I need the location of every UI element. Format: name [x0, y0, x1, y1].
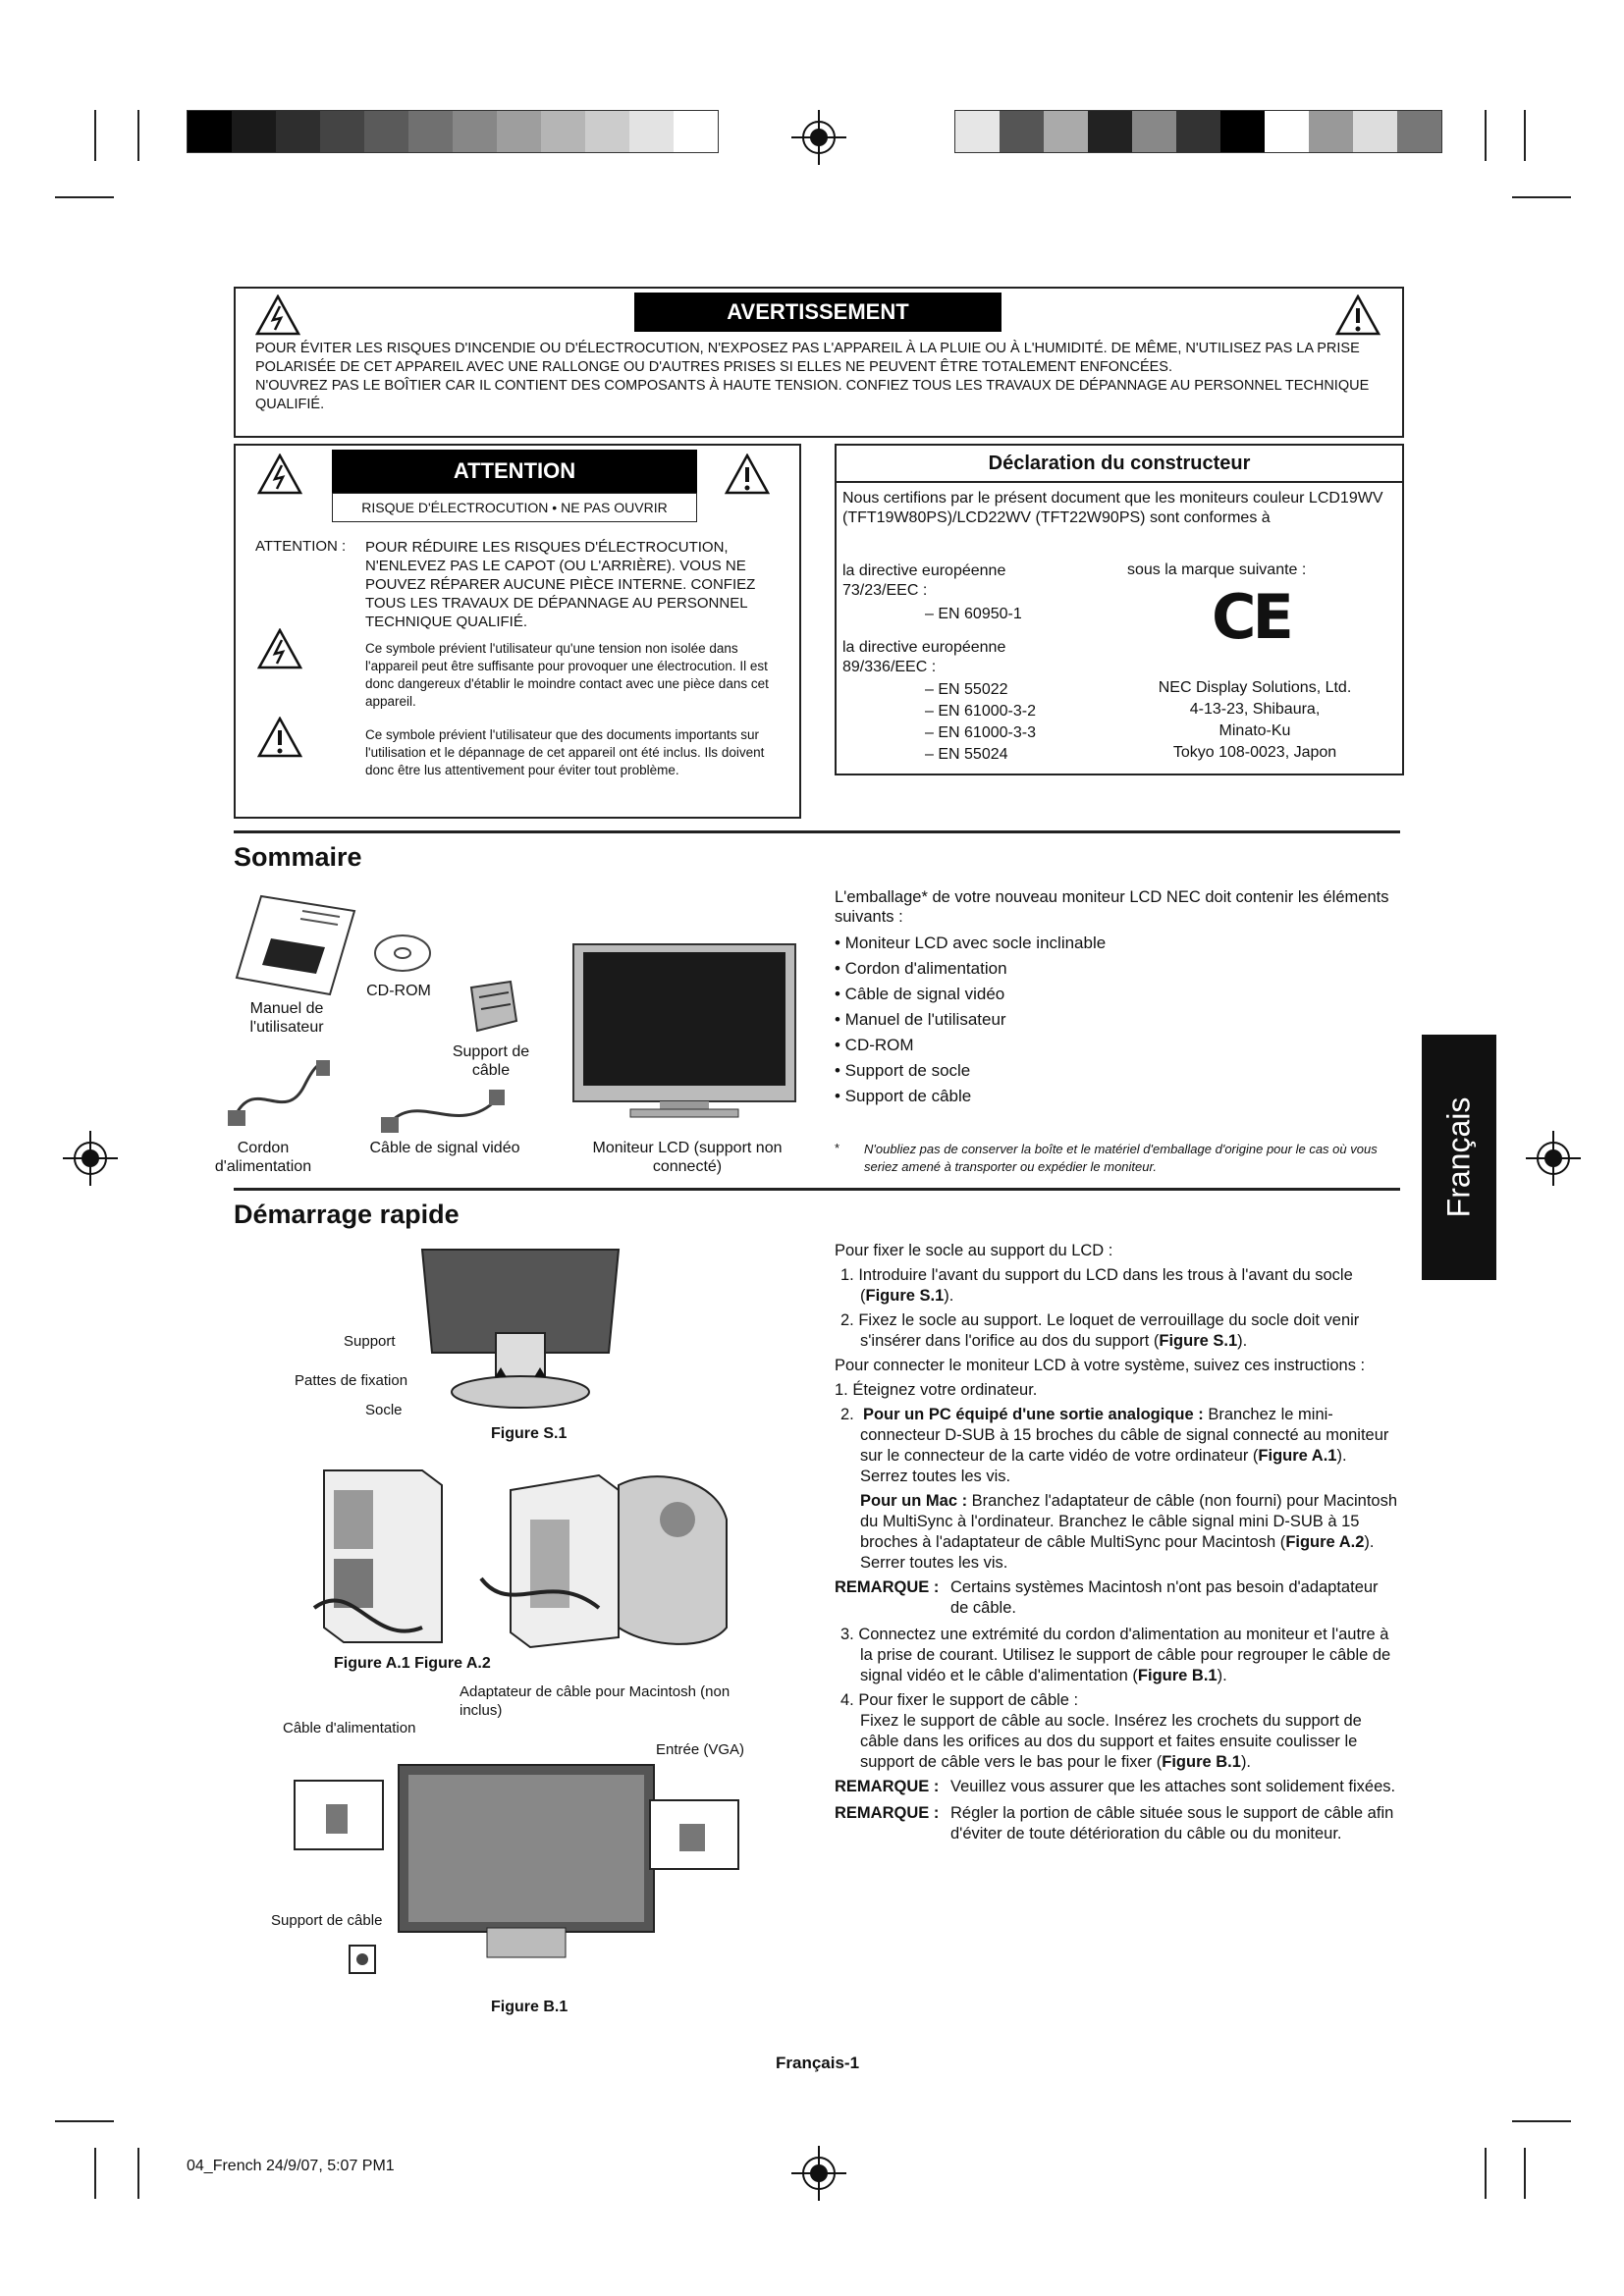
- crop-mark: [1524, 2148, 1526, 2199]
- list-item: • Cordon d'alimentation: [835, 959, 1007, 978]
- qs-remarque-3: REMARQUE : Régler la portion de câble située sous le support de câble afin d'éviter de toute détérioration du câble ou du moniteur.: [835, 1804, 1394, 1842]
- registration-mark-icon: [1526, 1131, 1581, 1186]
- color-swatch: [1265, 111, 1309, 152]
- sommaire-intro: L'emballage* de votre nouveau moniteur LCD NEC doit contenir les éléments suivants :: [835, 888, 1389, 926]
- attention-title: ATTENTION: [332, 450, 697, 493]
- sommaire-list: [835, 931, 1384, 1109]
- color-swatch: [1220, 111, 1265, 152]
- list-item: • Support de câble: [835, 1087, 972, 1105]
- directive-1: la directive européenne 73/23/EEC :: [842, 562, 1006, 599]
- mark-label: sous la marque suivante :: [1127, 561, 1307, 578]
- crop-mark: [55, 196, 114, 198]
- qs-remarque-1: REMARQUE : Certains systèmes Macintosh n'ont pas besoin d'adaptateur de câble.: [835, 1578, 1379, 1617]
- standard-item: – EN 61000-3-3: [925, 724, 1036, 741]
- list-item: • Manuel de l'utilisateur: [835, 1010, 1006, 1029]
- cable-alim-label: Câble d'alimentation: [283, 1720, 416, 1736]
- address-line: Minato-Ku: [1218, 722, 1291, 739]
- manuel-label: Manuel de l'utilisateur: [249, 1000, 324, 1036]
- adaptateur-label: Adaptateur de câble pour Macintosh (non inclus): [460, 1683, 731, 1719]
- color-swatch: [1044, 111, 1088, 152]
- color-swatch: [1397, 111, 1441, 152]
- sommaire-note-mark: *: [835, 1141, 840, 1155]
- s1-socle-label: Socle: [365, 1402, 403, 1418]
- cordon-label: Cordon d'alimentation: [214, 1140, 312, 1175]
- qs-c2: 2. Pour un PC équipé d'une sortie analogique : Branchez le mini-connecteur D-SUB à 15 broches du câble de signal connecté au moniteur sur le connecteur de la carte vidéo de votre ordinateur (Figure A.1). Serrez toutes les vis.: [840, 1406, 1389, 1485]
- sommaire-title: Sommaire: [234, 842, 362, 872]
- list-item: • CD-ROM: [835, 1036, 914, 1054]
- s1-pattes-label: Pattes de fixation: [295, 1372, 408, 1389]
- file-info: 04_French 24/9/07, 5:07 PM1: [187, 2158, 395, 2174]
- color-swatch: [955, 111, 1000, 152]
- declaration-title: Déclaration du constructeur: [837, 446, 1402, 483]
- color-swatch: [364, 111, 408, 152]
- cdrom-label: CD-ROM: [366, 983, 431, 999]
- exclamation-warning-icon: [1335, 294, 1380, 336]
- lcd-monitor-illustration: [571, 942, 797, 1119]
- figure-a-illustration: [304, 1461, 736, 1657]
- lightning-warning-icon: [257, 628, 302, 669]
- figure-s1-caption: Figure S.1: [491, 1425, 568, 1442]
- symbol2-text: Ce symbole prévient l'utilisateur que des documents importants sur l'utilisation et le dépannage de cet appareil ont été inclus. Ils doivent donc être lus attentivement pour éviter tout problème.: [365, 727, 765, 777]
- cable-label: Câble de signal vidéo: [369, 1140, 520, 1156]
- section-divider: [234, 1188, 1400, 1191]
- standard-item: – EN 60950-1: [925, 606, 1022, 622]
- crop-mark: [1512, 2120, 1571, 2122]
- declaration-intro: Nous certifions par le présent document que les moniteurs couleur LCD19WV (TFT19W80PS)/LCD22WV (TFT22W90PS) sont conformes à: [842, 490, 1383, 526]
- crop-mark: [1512, 196, 1571, 198]
- figure-b-caption: Figure B.1: [491, 1999, 568, 2015]
- color-swatch: [276, 111, 320, 152]
- color-swatch: [541, 111, 585, 152]
- color-swatch: [408, 111, 453, 152]
- support-cable-label: Support de câble: [271, 1912, 383, 1929]
- qs-mac: Pour un Mac : Branchez l'adaptateur de câble (non fourni) pour Macintosh du MultiSync à l'ordinateur. Branchez le câble signal mini D-SUB à 15 broches à l'adaptateur de câble MultiSync pour Macintosh (Figure A.2). Serrer toutes les vis.: [860, 1492, 1398, 1572]
- lightning-warning-icon: [257, 454, 302, 495]
- avertissement-title: AVERTISSEMENT: [634, 293, 1001, 332]
- page-number: Français-1: [776, 2054, 860, 2072]
- ce-mark: CE: [1212, 581, 1290, 653]
- manufacturer-address: [1127, 677, 1382, 764]
- list-item: • Support de socle: [835, 1061, 971, 1080]
- attention-subtitle: RISQUE D'ÉLECTROCUTION • NE PAS OUVRIR: [332, 493, 697, 522]
- section-divider: [234, 830, 1400, 833]
- registration-mark-icon: [63, 1131, 118, 1186]
- color-swatch: [1088, 111, 1132, 152]
- crop-mark: [94, 110, 96, 161]
- address-line: Tokyo 108-0023, Japon: [1172, 744, 1337, 761]
- qs-p2: Pour connecter le moniteur LCD à votre système, suivez ces instructions :: [835, 1357, 1366, 1374]
- crop-mark: [94, 2148, 96, 2199]
- registration-mark-icon: [791, 110, 846, 165]
- directive-2: la directive européenne 89/336/EEC :: [842, 639, 1006, 675]
- color-calibration-bar-left: [187, 110, 719, 153]
- color-swatch: [1132, 111, 1176, 152]
- color-swatch: [1353, 111, 1397, 152]
- color-swatch: [497, 111, 541, 152]
- directive-1-standards: [925, 605, 1022, 624]
- color-swatch: [188, 111, 232, 152]
- color-swatch: [1309, 111, 1353, 152]
- list-item: • Câble de signal vidéo: [835, 985, 1005, 1003]
- color-swatch: [1000, 111, 1044, 152]
- qs-c4: 4. Pour fixer le support de câble :: [840, 1691, 1079, 1709]
- quickstart-instructions: [835, 1241, 1398, 1844]
- sommaire-note: N'oubliez pas de conserver la boîte et le matériel d'emballage d'origine pour le cas où vous seriez amené à transporter ou expédier le moniteur.: [864, 1142, 1378, 1174]
- list-item: • Moniteur LCD avec socle inclinable: [835, 934, 1107, 952]
- registration-mark-icon: [791, 2146, 846, 2201]
- crop-mark: [55, 2120, 114, 2122]
- qs-c1: 1. Éteignez votre ordinateur.: [835, 1381, 1038, 1399]
- qs-step2: 2. Fixez le socle au support. Le loquet de verrouillage du socle doit venir s'insérer dans l'orifice au dos du support (Figure S.1).: [840, 1311, 1360, 1350]
- declaration-box: [835, 444, 1404, 775]
- manual-illustration: [232, 891, 359, 999]
- demarrage-title: Démarrage rapide: [234, 1200, 460, 1229]
- qs-remarque-2: REMARQUE : Veuillez vous assurer que les attaches sont solidement fixées.: [835, 1778, 1396, 1795]
- power-cord-illustration: [226, 1056, 334, 1135]
- color-swatch: [629, 111, 674, 152]
- attention-text: POUR RÉDUIRE LES RISQUES D'ÉLECTROCUTION, N'ENLEVEZ PAS LE CAPOT (OU L'ARRIÈRE). VOUS NE POUVEZ RÉPARER AUCUNE PIÈCE INTERNE. CONFIEZ TOUS LES TRAVAUX DE DÉPANNAGE AU PERSONNEL TECHNIQUE QUALIFIÉ.: [365, 539, 756, 630]
- qs-p1: Pour fixer le socle au support du LCD :: [835, 1242, 1113, 1259]
- moniteur-label: Moniteur LCD (support non connecté): [592, 1140, 783, 1175]
- standard-item: – EN 55024: [925, 746, 1008, 763]
- exclamation-warning-icon: [725, 454, 770, 495]
- color-swatch: [320, 111, 364, 152]
- support-label: Support de câble: [452, 1043, 530, 1079]
- exclamation-warning-icon: [257, 717, 302, 758]
- cable-holder-illustration: [461, 978, 520, 1037]
- cdrom-illustration: [373, 933, 432, 974]
- s1-support-label: Support: [344, 1333, 396, 1350]
- color-swatch: [674, 111, 718, 152]
- figure-s1-illustration: [412, 1245, 628, 1421]
- symbol1-text: Ce symbole prévient l'utilisateur qu'une tension non isolée dans l'appareil peut être suffisante pour provoquer une électrocution. Il est donc dangereux d'établir le moindre contact avec une pièce dans cet appareil.: [365, 641, 769, 709]
- color-swatch: [453, 111, 497, 152]
- figure-a-caption: Figure A.1 Figure A.2: [334, 1655, 491, 1672]
- standard-item: – EN 55022: [925, 681, 1008, 698]
- language-tab: [1422, 1035, 1496, 1280]
- avertissement-box: [234, 287, 1404, 438]
- crop-mark: [1485, 2148, 1487, 2199]
- entree-label: Entrée (VGA): [656, 1741, 745, 1758]
- crop-mark: [137, 110, 139, 161]
- directive-2-standards: [925, 679, 1036, 766]
- qs-c3: 3. Connectez une extrémité du cordon d'alimentation au moniteur et l'autre à la prise de courant. Utilisez le support de câble pour regrouper le câble de signal vidéo et le câble d'alimentation (Figure B.1).: [840, 1626, 1391, 1684]
- crop-mark: [137, 2148, 139, 2199]
- color-swatch: [232, 111, 276, 152]
- color-swatch: [1176, 111, 1220, 152]
- crop-mark: [1524, 110, 1526, 161]
- address-line: NEC Display Solutions, Ltd.: [1158, 679, 1352, 696]
- avertissement-body: POUR ÉVITER LES RISQUES D'INCENDIE OU D'ÉLECTROCUTION, N'EXPOSEZ PAS L'APPAREIL À LA PLUIE OU À L'HUMIDITÉ. DE MÊME, N'UTILISEZ PAS LA PRISE POLARISÉE DE CET APPAREIL AVEC UNE RALLONGE OU D'AUTRES PRISES SI ELLES NE PEUVENT ÊTRE TOTALEMENT ENFONCÉES. N'OUVREZ PAS LE BOÎTIER CAR IL CONTIENT DES COMPOSANTS À HAUTE TENSION. CONFIEZ TOUS LES TRAVAUX DE DÉPANNAGE AU PERSONNEL TECHNIQUE QUALIFIÉ.: [255, 341, 1370, 412]
- qs-step1: 1. Introduire l'avant du support du LCD dans les trous à l'avant du socle (Figure S.1).: [840, 1266, 1353, 1305]
- language-tab-label: Français: [1440, 1096, 1477, 1218]
- attention-box: [234, 444, 801, 819]
- address-line: 4-13-23, Shibaura,: [1189, 701, 1321, 718]
- standard-item: – EN 61000-3-2: [925, 703, 1036, 720]
- lightning-warning-icon: [255, 294, 300, 336]
- color-calibration-bar-right: [954, 110, 1442, 153]
- qs-c4-detail: Fixez le support de câble au socle. Insérez les crochets du support de câble dans les orifices au dos du support et faites ensuite coulisser le support de câble vers le bas pour le fixer (Figure B.1).: [860, 1712, 1362, 1771]
- crop-mark: [1485, 110, 1487, 161]
- attention-label: ATTENTION :: [255, 538, 347, 555]
- figure-b-illustration: [291, 1761, 762, 1987]
- color-swatch: [585, 111, 629, 152]
- signal-cable-illustration: [379, 1080, 507, 1139]
